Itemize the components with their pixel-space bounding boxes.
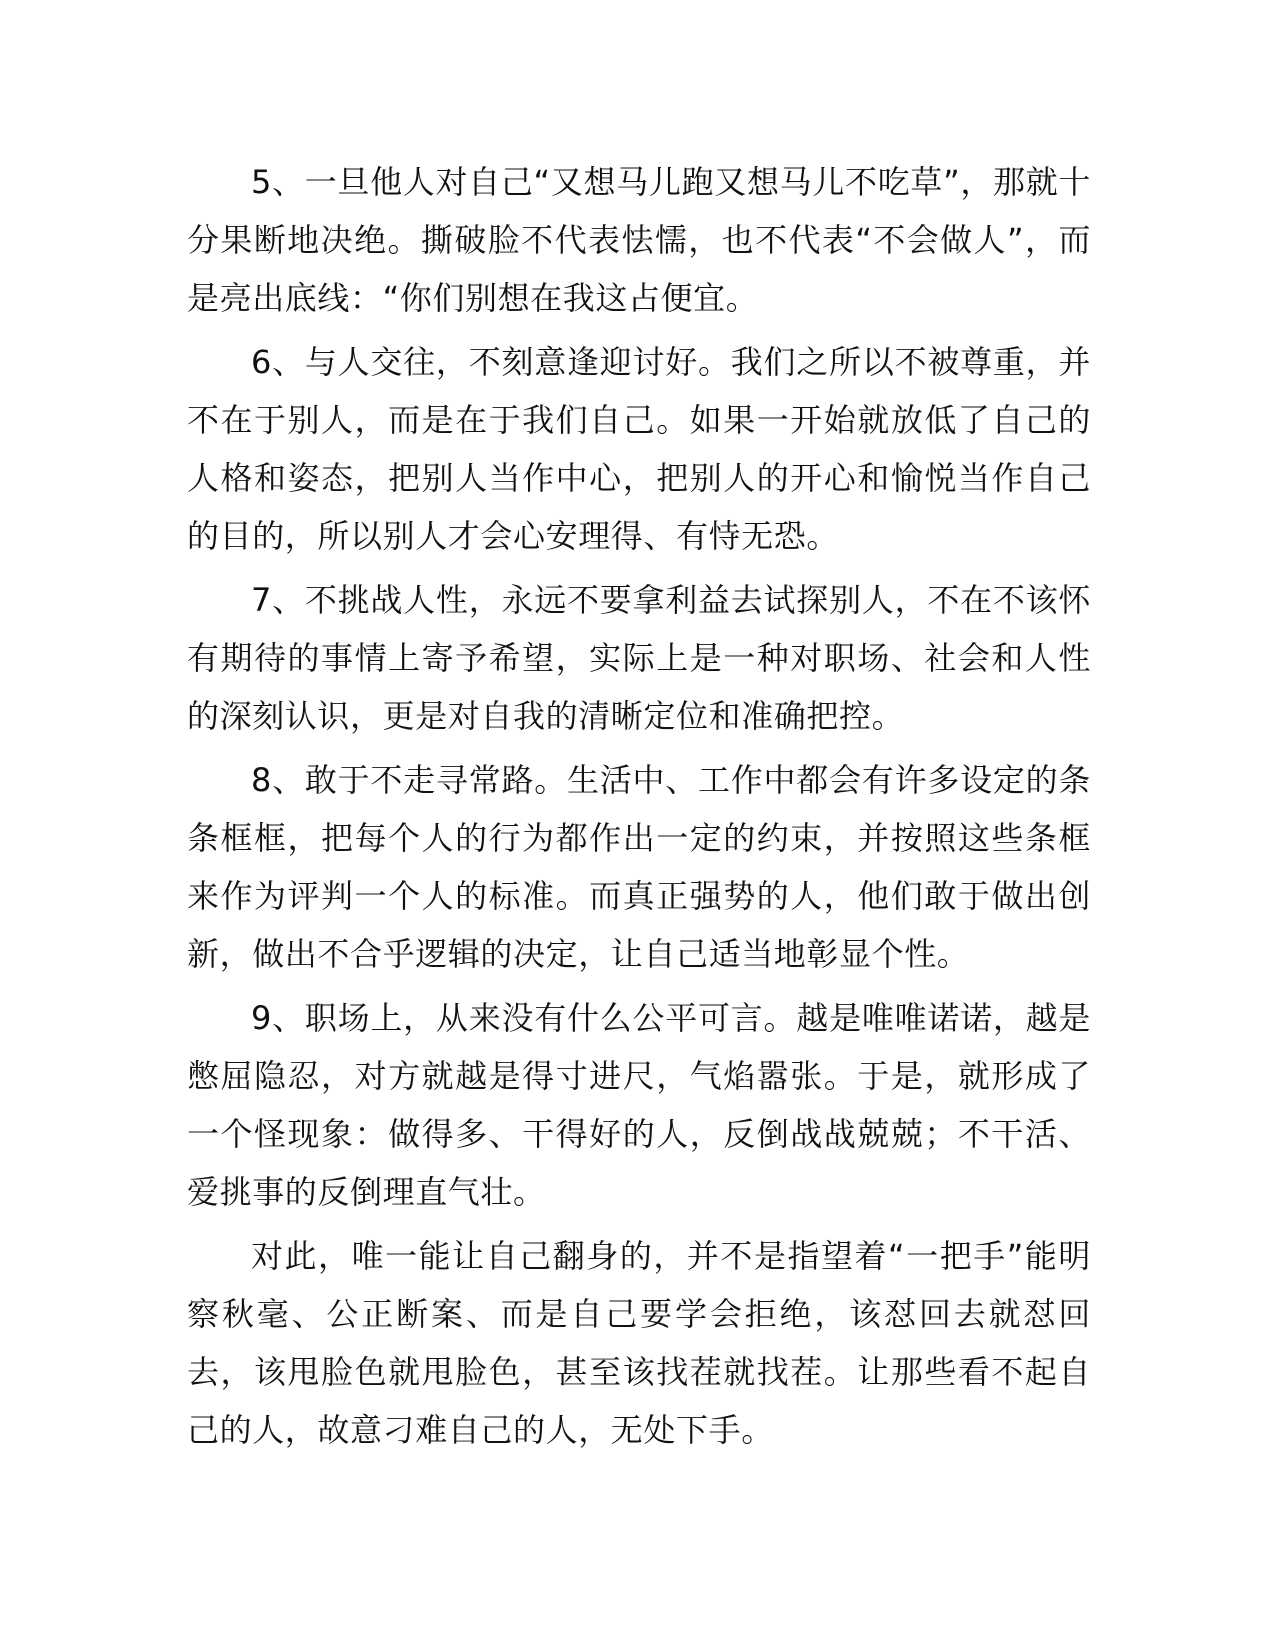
document-body [187, 153, 1091, 1465]
paragraph-7: 7、不挑战人性，永远不要拿利益去试探别人，不在不该怀有期待的事情上寄予希望，实际上是一种对职场、社会和人性的深刻认识，更是对自我的清晰定位和准确把控。 [187, 581, 1091, 735]
paragraph-6: 6、与人交往，不刻意逢迎讨好。我们之所以不被尊重，并不在于别人，而是在于我们自己。如果一开始就放低了自己的人格和姿态，把别人当作中心，把别人的开心和愉悦当作自己的目的，所以别人才会心安理得、有恃无恐。 [187, 343, 1091, 555]
paragraph-8: 8、敢于不走寻常路。生活中、工作中都会有许多设定的条条框框，把每个人的行为都作出一定的约束，并按照这些条框来作为评判一个人的标准。而真正强势的人，他们敢于做出创新，做出不合乎逻辑的决定，让自己适当地彰显个性。 [187, 761, 1091, 973]
paragraph-9: 9、职场上，从来没有什么公平可言。越是唯唯诺诺，越是憋屈隐忍，对方就越是得寸进尺，气焰嚣张。于是，就形成了一个怪现象：做得多、干得好的人，反倒战战兢兢；不干活、爱挑事的反倒理直气壮。 [187, 999, 1091, 1211]
paragraph-5: 5、一旦他人对自己“又想马儿跑又想马儿不吃草”，那就十分果断地决绝。撕破脸不代表怯懦，也不代表“不会做人”，而是亮出底线：“你们别想在我这占便宜。 [187, 163, 1091, 317]
paragraph-conclusion: 对此，唯一能让自己翻身的，并不是指望着“一把手”能明察秋毫、公正断案、而是自己要学会拒绝，该怼回去就怼回去，该甩脸色就甩脸色，甚至该找茬就找茬。让那些看不起自己的人，故意刁难自己的人，无处下手。 [187, 1237, 1091, 1449]
